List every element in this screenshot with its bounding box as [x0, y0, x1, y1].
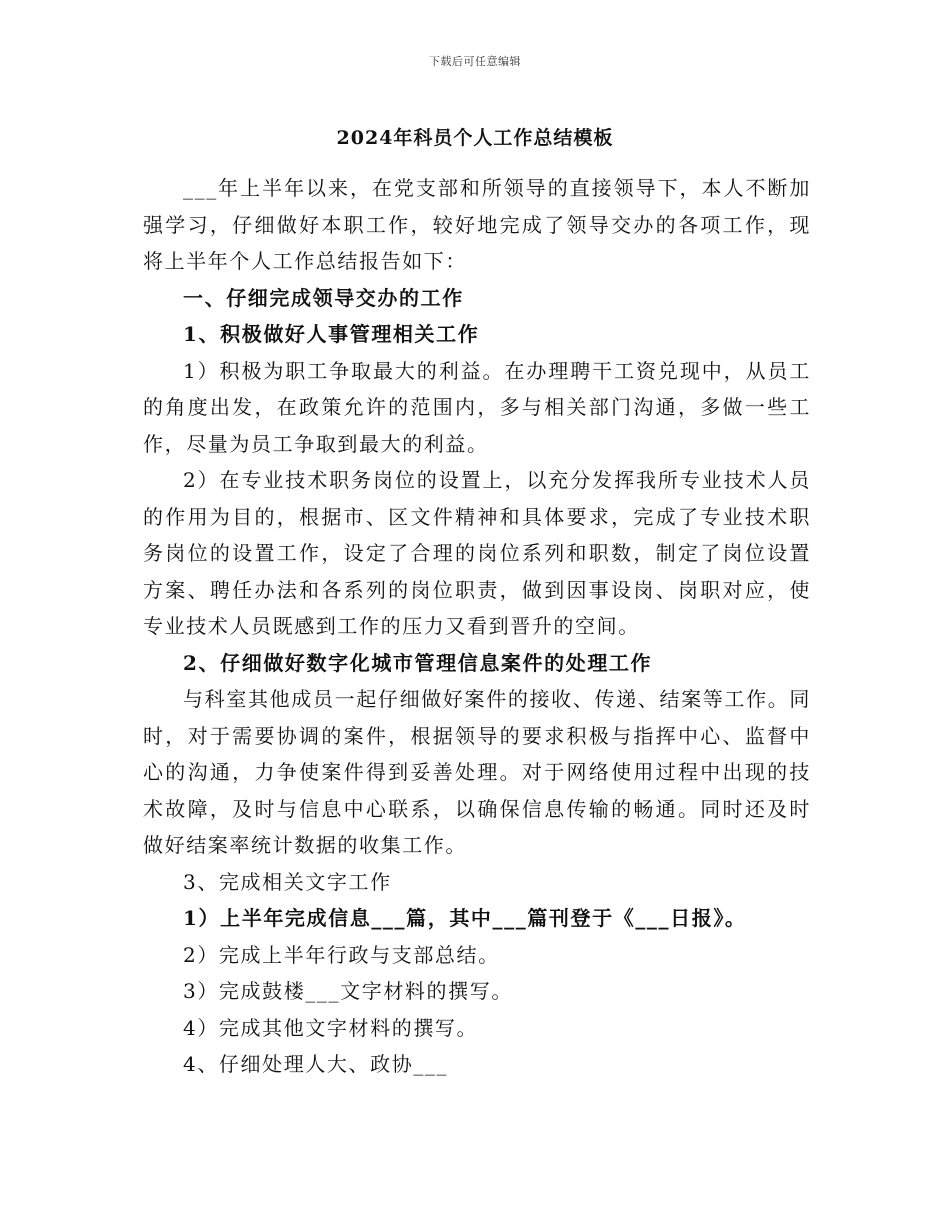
subsection-3-item-1: 1）上半年完成信息___篇，其中___篇刊登于《___日报》。: [183, 906, 747, 930]
subsection-3-item-4: 4）完成其他文字材料的撰写。: [183, 1015, 479, 1040]
subsection-3-item-2: 2）完成上半年行政与支部总结。: [183, 942, 500, 967]
subsection-heading-4: 4、仔细处理人大、政协___: [183, 1052, 449, 1076]
subsection-2-paragraph-1: 与科室其他成员一起仔细做好案件的接收、传递、结案等工作。同时，对于需要协调的案件，根据领导的要求积极与指挥中心、监督中心的沟通，力争使案件得到妥善处理。对于网络使用过程中出现的技术故障，及时与信息中心联系，以确保信息传输的畅通。同时还及时做好结案率统计数据的收集工作。: [143, 687, 811, 857]
subsection-heading-2: 2、仔细做好数字化城市管理信息案件的处理工作: [183, 650, 653, 675]
document-body: [143, 170, 811, 1083]
section-heading-1: 一、仔细完成领导交办的工作: [183, 285, 464, 310]
subsection-heading-1: 1、积极做好人事管理相关工作: [183, 322, 480, 346]
subsection-3-item-3: 3）完成鼓楼___文字材料的撰写。: [183, 979, 513, 1003]
subsection-1-paragraph-2: 2）在专业技术职务岗位的设置上，以充分发挥我所专业技术人员的作用为目的，根据市、区文件精神和具体要求，完成了专业技术职务岗位的设置工作，设定了合理的岗位系列和职数，制定了岗位设置方案、聘任办法和各系列的岗位职责，做到因事设岗、岗职对应，使专业技术人员既感到工作的压力又看到晋升的空间。: [143, 468, 811, 638]
header-note: 下载后可任意编辑: [429, 55, 521, 68]
document-title: 2024年科员个人工作总结模板: [336, 127, 614, 149]
subsection-heading-3: 3、完成相关文字工作: [183, 869, 392, 894]
intro-paragraph: ___年上半年以来，在党支部和所领导的直接领导下，本人不断加强学习，仔细做好本职工作，较好地完成了领导交办的各项工作，现将上半年个人工作总结报告如下：: [143, 176, 811, 273]
subsection-1-paragraph-1: 1）积极为职工争取最大的利益。在办理聘干工资兑现中，从员工的角度出发，在政策允许的范围内，多与相关部门沟通，多做一些工作，尽量为员工争取到最大的利益。: [143, 358, 811, 456]
